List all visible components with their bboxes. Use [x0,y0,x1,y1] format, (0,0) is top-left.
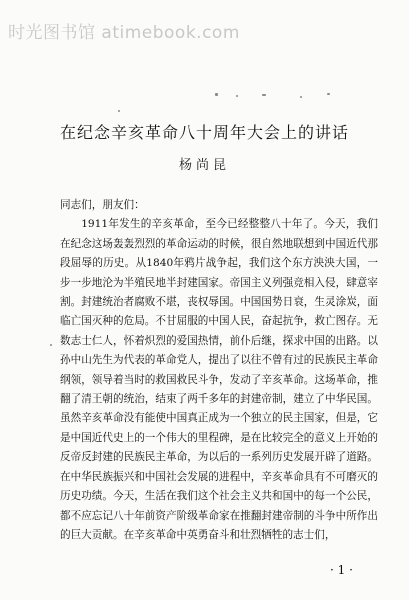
speech-title: 在纪念辛亥革命八十周年大会上的讲话 [59,123,349,142]
speech-body [60,196,378,545]
scan-speck [118,110,120,112]
scan-speck [236,95,238,97]
scan-speck [215,93,218,96]
scan-speck [300,96,302,98]
speech-author: 杨尚昆 [178,158,230,173]
watermark: 时光图书馆 atimebook.com [8,23,240,43]
scan-speck [262,94,266,96]
scan-speck [50,344,52,346]
page-number: · 1 · [330,563,353,577]
speech-paragraph: 1911年发生的辛亥革命，至今已经整整八十年了。今天，我们在纪念这场轰轰烈烈的革命运动的时候，很自然地联想到中国近代那段屈辱的历史。从1840年鸦片战争起，我们这个东方泱泱大国，一步一步地沦为半殖民地半封建国家。帝国主义列强竞相入侵，肆意宰割。封建统治者腐败不堪，丧权辱国。中国国势日衰，生灵涂炭，面临亡国灭种的危局。不甘屈服的中国人民，奋起抗争，救亡图存。无数志士仁人，怀着炽烈的爱国热情，前仆后继，探求中国的出路。以孙中山先生为代表的革命党人，提出了以往不曾有过的民族民主革命纲领，领导着当时的救国救民斗争，发动了辛亥革命。这场革命，推翻了清王朝的统治，结束了两千多年的封建帝制，建立了中华民国。虽然辛亥革命没有能使中国真正成为一个独立的民主国家，但是，它是中国近代史上的一个伟大的里程碑，是在比较完全的意义上开始的反帝反封建的民族民主革命，为以后的一系列历史发展开辟了道路。在中华民族振兴和中国社会发展的进程中，辛亥革命具有不可磨灭的历史功绩。今天，生活在我们这个社会主义共和国中的每一个公民，都不应忘记八十年前资产阶级革命家在推翻封建帝制的斗争中所作出的巨大贡献。在辛亥革命中英勇奋斗和壮烈牺牲的志士们， [60,218,378,541]
speech-greeting: 同志们，朋友们： [60,199,145,211]
scan-speck [327,93,330,95]
